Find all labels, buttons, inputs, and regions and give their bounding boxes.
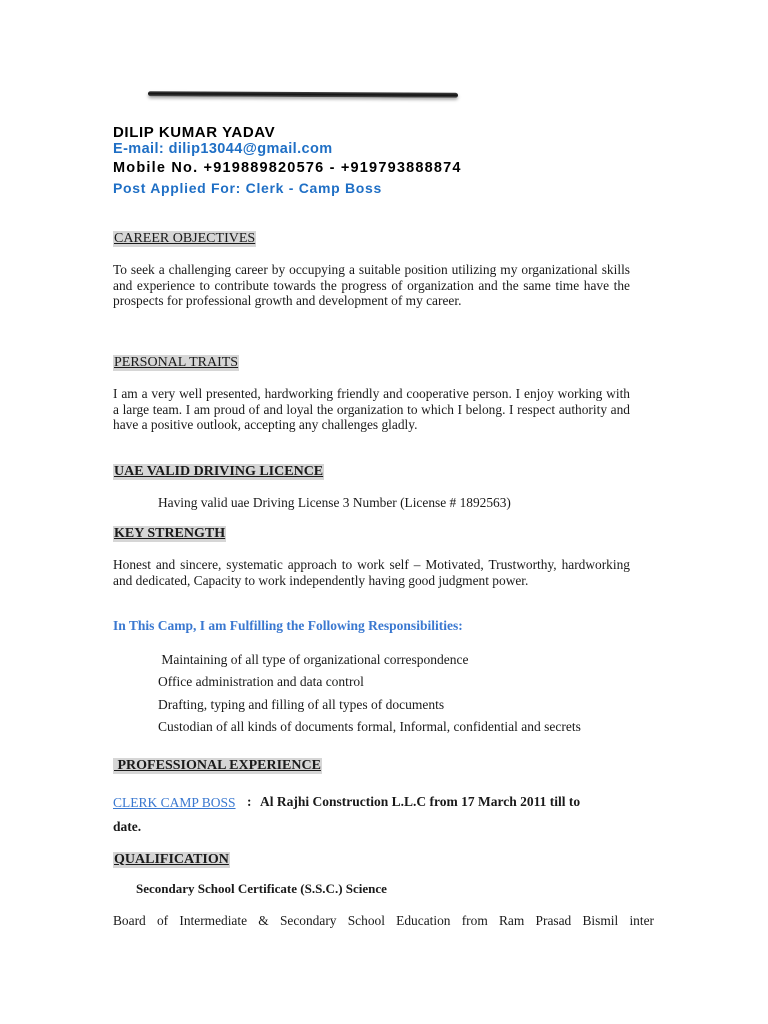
qualification-heading: QUALIFICATION (114, 852, 229, 867)
driving-licence-text: Having valid uae Driving License 3 Number (License # 1892563) (158, 495, 511, 510)
list-item: Drafting, typing and filling of all types of documents (158, 696, 445, 712)
driving-licence-heading: UAE VALID DRIVING LICENCE (114, 464, 324, 479)
list-item: Custodian of all kinds of documents formal, Informal, confidential and secrets (158, 719, 581, 735)
career-objectives-heading: CAREER OBJECTIVES (114, 231, 256, 246)
job-detail-continued: date. (113, 819, 142, 834)
responsibilities-heading: In This Camp, I am Fulfilling the Following Responsibilities: (113, 618, 463, 633)
email-line: E-mail: dilip13044@gmail.com (113, 141, 333, 157)
mobile-line: Mobile No. +919889820576 - +919793888874 (113, 160, 462, 176)
job-title: CLERK CAMP BOSS (113, 795, 236, 810)
personal-traits-text: I am a very well presented, hardworking friendly and cooperative person. I enjoy working with a large team. I am proud of and loyal the organization to which I belong. I respect authority and have a positive outlook, accepting any challenges gladly. (113, 386, 630, 433)
post-applied-line: Post Applied For: Clerk - Camp Boss (113, 180, 383, 196)
personal-traits-heading: PERSONAL TRAITS (114, 355, 239, 370)
job-detail: Al Rajhi Construction L.L.C from 17 March 2011 till to (260, 794, 581, 809)
list-item: Office administration and data control (158, 674, 364, 690)
responsibilities-list (158, 649, 581, 739)
key-strength-heading: KEY STRENGTH (114, 526, 226, 541)
candidate-name: DILIP KUMAR YADAV (113, 124, 276, 141)
list-item: Maintaining of all type of organizational correspondence (158, 652, 469, 667)
professional-experience-heading: PROFESSIONAL EXPERIENCE (114, 758, 321, 773)
job-colon: : (247, 794, 252, 809)
career-objectives-text: To seek a challenging career by occupying a suitable position utilizing my organizational skills and experience to contribute towards the progress of organization and the same time have the prospects for professional growth and development of my career. (113, 262, 630, 309)
key-strength-text: Honest and sincere, systematic approach to work self – Motivated, Trustworthy, hardworking and dedicated, Capacity to work independently having good judgment power. (113, 557, 630, 588)
board-text: Board of Intermediate & Secondary School Education from Ram Prasad Bismil inter (113, 913, 654, 928)
qualification-item: Secondary School Certificate (S.S.C.) Science (136, 881, 387, 896)
header-rule (148, 91, 458, 98)
